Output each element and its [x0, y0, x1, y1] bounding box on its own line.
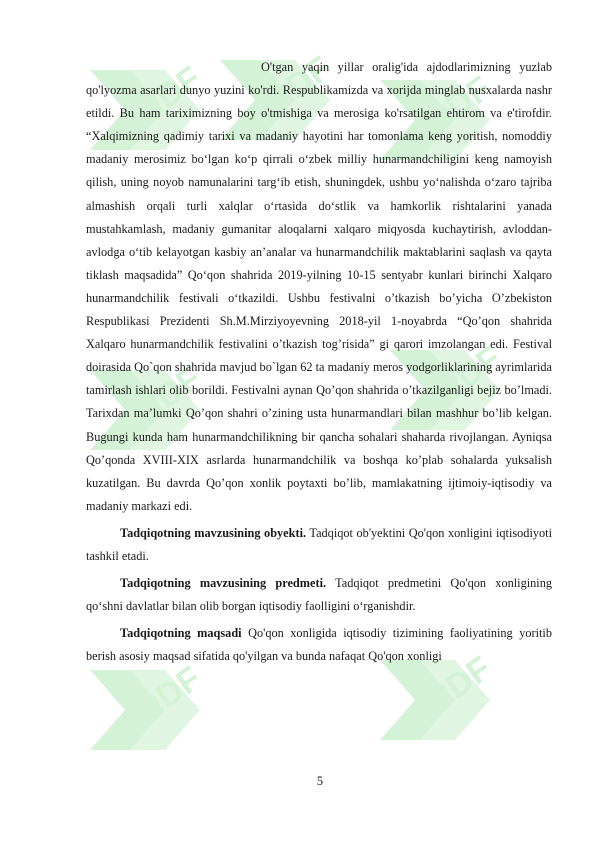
body-paragraph: O'tgan yaqin yillar oralig'ida ajdodlarimizning yuzlab qo'lyozma asarlari dunyo yuzini ko'rdi. Respublikamizda va xorijda minglab nusxalarda nashr etildi. Bu ham tariximizning boy o'tmishiga va merosiga ko'rsatilgan ehtirom va e'tirofdir. “Xalqimizning qadimiy tarixi va madaniy hayotini har tomonlama keng yoritish, nomoddiy madaniy merosimiz bo‘lgan ko‘p qirrali o‘zbek milliy hunarmandchiligini keng namoyish qilish, uning noyob namunalarini targ‘ib etish, shuningdek, ushbu yo‘nalishda o‘zaro tajriba almashish orqali turli xalqlar o‘rtasida do‘stlik va hamkorlik rishtalarini yanada mustahkamlash, madaniy gumanitar aloqalarni xalqaro miqyosda kuchaytirish, avloddan-avlodga o‘tib kelayotgan kasbiy an’analar va hunarmandchilik maktablarini saqlash va qayta tiklash maqsadida” Qo‘qon shahrida 2019-yilning 10-15 sentyabr kunlari birinchi Xalqaro hunarmandchilik festivali o‘tkazildi. Ushbu festivalni o’tkazish bo’yicha O’zbekiston Respublikasi Prezidenti Sh.M.Mirziyoyevning 2018-yil 1-noyabrda “Qo’qon shahrida Xalqaro hunarmandchilik festivalini o’tkazish tog’risida” gi qarori imzolangan edi. Festival doirasida Qo`qon shahrida mavjud bo`lgan 62 ta madaniy meros yodgorliklarining ayrimlarida tamirlash ishlari olib borildi. Festivalni aynan Qo’qon shahrida o’tkazilganligi bejiz bo’lmadi. Tarixdan ma’lumki Qo’qon shahri o’zining usta hunarmandlari bilan mashhur bo’lib kelgan. Bugungi kunda ham hunarmandchilikning bir qancha sohalari shaharda rivojlangan. Ayniqsa Qo’qonda XVIII-XIX asrlarda hunarmandchilik va boshqa ko’plab sohalarda yuksalish kuzatilgan. Bu davrda Qo’qon xonlik poytaxti bo’lib, mamlakatning ijtimoiy-iqtisodiy va madaniy markazi edi.: [86, 60, 552, 513]
object-text: Tadqiqot ob'yektini Qo'qon xonligini iqtisodiyoti tashkil etadi.: [86, 525, 552, 563]
subject-heading: Tadqiqotning mavzusining predmeti.: [120, 576, 327, 591]
aim-heading: Tadqiqotning maqsadi: [120, 626, 242, 641]
object-paragraph: [86, 522, 552, 568]
aim-text: Qo'qon xonligida iqtisodiy tizimining faoliyatining yoritib berish asosiy maqsad sifatida qo'yilgan va bunda nafaqat Qo'qon xonligi: [86, 626, 552, 664]
aim-paragraph: [86, 622, 552, 668]
document-body: [86, 56, 552, 668]
page-number: 5: [316, 774, 324, 788]
subject-text: Tadqiqot predmetini Qo'qon xonligining qo‘shni davlatlar bilan olib borgan iqtisodiy faolligini o‘rganishdir.: [86, 576, 552, 614]
subject-paragraph: [86, 572, 552, 618]
object-heading: Tadqiqotning mavzusining obyekti.: [120, 525, 307, 540]
